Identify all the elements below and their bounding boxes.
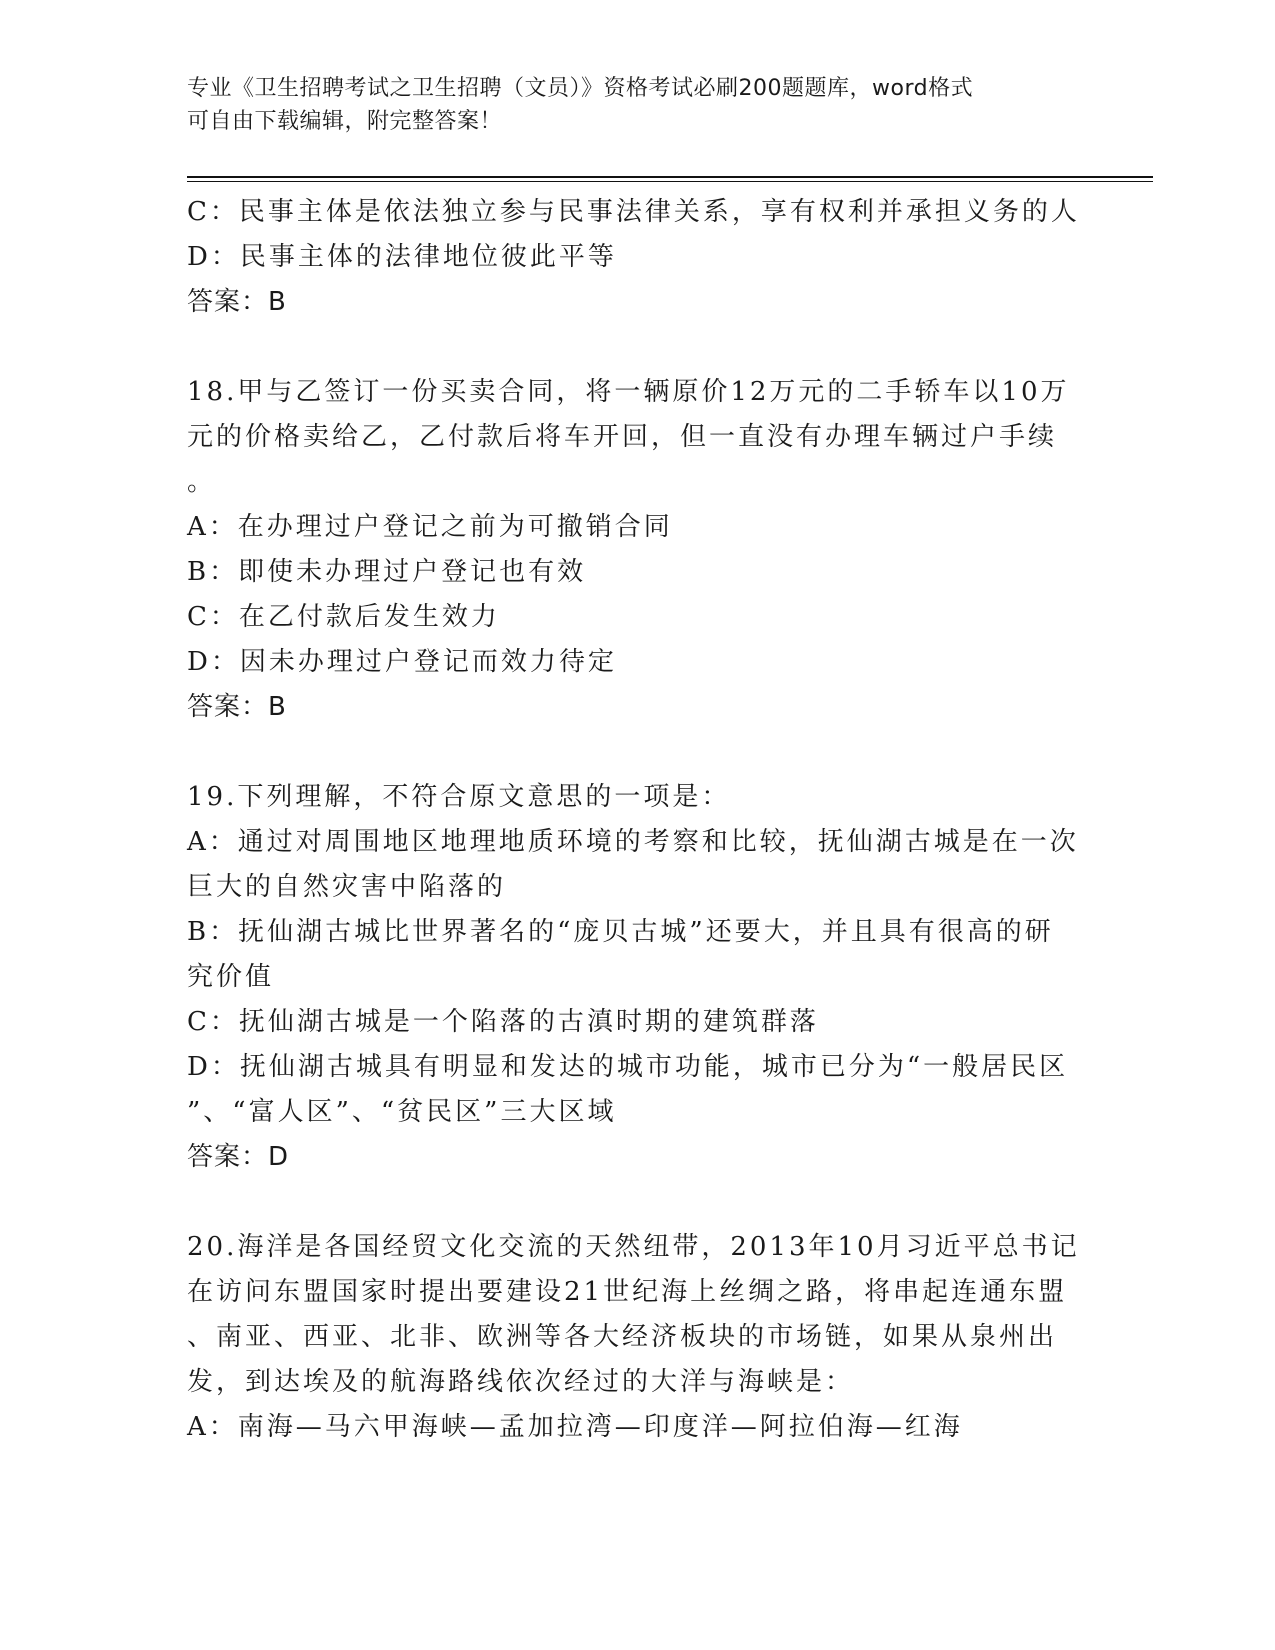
q20-option-a: A：南海—马六甲海峡—孟加拉湾—印度洋—阿拉伯海—红海 xyxy=(187,1412,963,1442)
q18-stem-line-2: 元的价格卖给乙，乙付款后将车开回，但一直没有办理车辆过户手续 xyxy=(187,422,1058,452)
document-header xyxy=(187,72,1057,138)
q17-option-c: C：民事主体是依法独立参与民事法律关系，享有权利并承担义务的人 xyxy=(187,197,1080,227)
spacer xyxy=(187,1180,1087,1225)
q18-option-d: D：因未办理过户登记而效力待定 xyxy=(187,647,617,677)
q17-option-d: D：民事主体的法律地位彼此平等 xyxy=(187,242,617,272)
header-rule-thick xyxy=(187,176,1153,178)
q18-stem-line-3: 。 xyxy=(187,467,217,497)
q20-stem-line-4: 发，到达埃及的航海路线依次经过的大洋与海峡是： xyxy=(187,1367,855,1397)
q19-stem: 19.下列理解，不符合原文意思的一项是： xyxy=(187,782,731,812)
question-19 xyxy=(187,775,1087,1180)
q18-option-c: C：在乙付款后发生效力 xyxy=(187,602,500,632)
q19-option-b-line-2: 究价值 xyxy=(187,962,275,992)
q19-option-c: C：抚仙湖古城是一个陷落的古滇时期的建筑群落 xyxy=(187,1007,819,1037)
q20-stem-line-3: 、南亚、西亚、北非、欧洲等各大经济板块的市场链，如果从泉州出 xyxy=(187,1322,1058,1352)
q18-option-a: A：在办理过户登记之前为可撤销合同 xyxy=(187,512,673,542)
q20-stem-line-2: 在访问东盟国家时提出要建设21世纪海上丝绸之路，将串起连通东盟 xyxy=(187,1277,1068,1307)
spacer xyxy=(187,325,1087,370)
question-17-tail xyxy=(187,190,1087,325)
q20-stem-line-1: 20.海洋是各国经贸文化交流的天然纽带，2013年10月习近平总书记 xyxy=(187,1232,1080,1262)
q17-answer: 答案：B xyxy=(187,287,287,317)
q19-option-b-line-1: B：抚仙湖古城比世界著名的“庞贝古城”还要大，并且具有很高的研 xyxy=(187,917,1054,947)
document-body xyxy=(187,190,1087,1450)
header-line-2: 可自由下载编辑，附完整答案！ xyxy=(187,109,503,134)
header-line-1: 专业《卫生招聘考试之卫生招聘（文员）》资格考试必刷200题题库，word格式 xyxy=(187,76,974,101)
q19-option-d-line-1: D：抚仙湖古城具有明显和发达的城市功能，城市已分为“一般居民区 xyxy=(187,1052,1069,1082)
header-rule-thin xyxy=(187,181,1153,182)
question-18 xyxy=(187,370,1087,730)
q18-option-b: B：即使未办理过户登记也有效 xyxy=(187,557,587,587)
spacer xyxy=(187,730,1087,775)
q18-answer: 答案：B xyxy=(187,692,287,722)
q18-stem-line-1: 18.甲与乙签订一份买卖合同，将一辆原价12万元的二手轿车以10万 xyxy=(187,377,1070,407)
q19-option-d-line-2: ”、“富人区”、“贫民区”三大区域 xyxy=(187,1097,617,1127)
q19-option-a-line-1: A：通过对周围地区地理地质环境的考察和比较，抚仙湖古城是在一次 xyxy=(187,827,1079,857)
question-20 xyxy=(187,1225,1087,1450)
q19-option-a-line-2: 巨大的自然灾害中陷落的 xyxy=(187,872,507,902)
q19-answer: 答案：D xyxy=(187,1142,290,1172)
